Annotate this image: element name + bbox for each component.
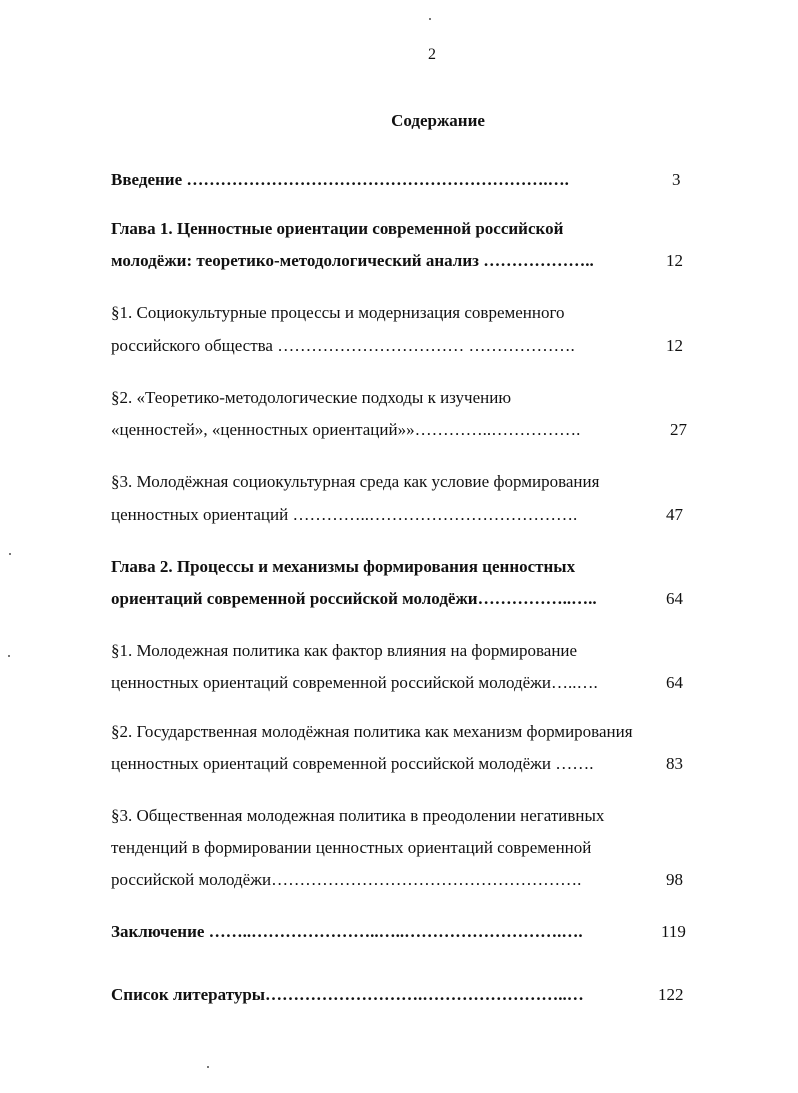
- toc-page-introduction: 3: [672, 170, 681, 189]
- scan-speck: [9, 553, 11, 555]
- toc-entry-chapter-1-line-2: молодёжи: теоретико-методологический анализ ………………..: [111, 251, 594, 270]
- toc-page-chapter-1: 12: [666, 251, 683, 270]
- toc-entry-ch2-section-3-line-3: российской молодёжи……………………………………………….: [111, 870, 582, 889]
- toc-entry-ch2-section-1-line-1: §1. Молодежная политика как фактор влияния на формирование: [111, 641, 578, 660]
- toc-entry-ch2-section-1-line-2: ценностных ориентаций современной российской молодёжи…..….: [111, 673, 598, 692]
- toc-entry-ch2-section-2-line-2: ценностных ориентаций современной российской молодёжи …….: [111, 754, 594, 773]
- scan-speck: [8, 655, 10, 657]
- page-number: 2: [428, 46, 436, 63]
- toc-title: Содержание: [391, 111, 485, 130]
- scan-speck: [429, 18, 431, 20]
- toc-entry-chapter-2-line-1: Глава 2. Процессы и механизмы формирования ценностных: [111, 557, 576, 576]
- toc-entry-ch1-section-2-line-1: §2. «Теоретико-методологические подходы к изучению: [111, 388, 512, 407]
- toc-page-ch1-section-2: 27: [670, 420, 687, 439]
- toc-page-ch2-section-1: 64: [666, 673, 683, 692]
- scan-speck: [207, 1066, 209, 1068]
- toc-entry-ch1-section-1-line-1: §1. Социокультурные процессы и модернизация современного: [111, 303, 565, 322]
- toc-page-conclusion: 119: [661, 922, 686, 941]
- toc-entry-bibliography: Список литературы……………………….……………………..…: [111, 985, 584, 1004]
- toc-page-bibliography: 122: [658, 985, 684, 1004]
- toc-entry-ch1-section-1-line-2: российского общества …………………………… ……………….: [111, 336, 575, 355]
- toc-page-chapter-2: 64: [666, 589, 683, 608]
- toc-entry-chapter-2-line-2: ориентаций современной российской молодёжи……………..…..: [111, 589, 597, 608]
- toc-entry-ch1-section-3-line-2: ценностных ориентаций …………..……………………………….: [111, 505, 578, 524]
- toc-entry-introduction: Введение ……………………………………………………….….: [111, 170, 569, 189]
- toc-entry-conclusion: Заключение ……..…………………..…..……………………….….: [111, 922, 583, 941]
- toc-page-ch1-section-3: 47: [666, 505, 683, 524]
- toc-page-ch1-section-1: 12: [666, 336, 683, 355]
- toc-page-ch2-section-2: 83: [666, 754, 683, 773]
- toc-entry-ch2-section-3-line-1: §3. Общественная молодежная политика в преодолении негативных: [111, 806, 605, 825]
- toc-entry-chapter-1-line-1: Глава 1. Ценностные ориентации современной российской: [111, 219, 564, 238]
- toc-page-ch2-section-3: 98: [666, 870, 683, 889]
- toc-entry-ch2-section-3-line-2: тенденций в формировании ценностных ориентаций современной: [111, 838, 592, 857]
- toc-entry-ch1-section-3-line-1: §3. Молодёжная социокультурная среда как условие формирования: [111, 472, 600, 491]
- toc-entry-ch1-section-2-line-2: «ценностей», «ценностных ориентаций»»…………..…………….: [111, 420, 581, 439]
- toc-entry-ch2-section-2-line-1: §2. Государственная молодёжная политика как механизм формирования: [111, 722, 633, 741]
